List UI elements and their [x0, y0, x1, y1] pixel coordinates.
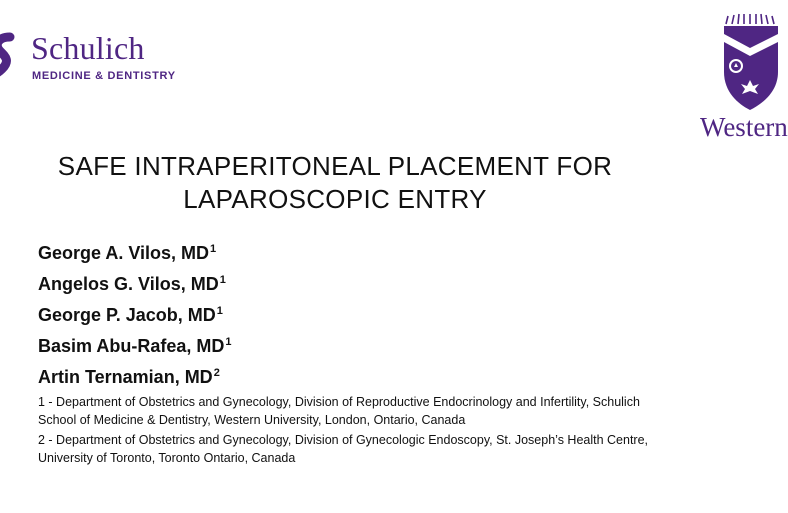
title-line-1: SAFE INTRAPERITONEAL PLACEMENT FOR: [57, 151, 613, 181]
author-affiliation-marker: 1: [225, 336, 232, 348]
author-name: Angelos G. Vilos, MD: [38, 274, 219, 294]
western-crest-icon: [722, 14, 778, 114]
author-item: [38, 298, 232, 329]
slide-title: [20, 150, 650, 216]
author-list: [38, 236, 232, 391]
schulich-logo-icon: [0, 33, 14, 79]
author-affiliation-marker: 1: [216, 305, 223, 317]
author-affiliation-marker: 1: [210, 243, 217, 255]
author-name: Basim Abu-Rafea, MD: [38, 336, 225, 356]
author-item: [38, 236, 232, 267]
affiliation-item: 1 - Department of Obstetrics and Gynecology, Division of Reproductive Endocrinology and Infertility, Schulich School of Medicine & Dentistry, Western University, London, Ontario, Canada: [38, 395, 640, 427]
author-name: Artin Ternamian, MD: [38, 367, 213, 387]
author-item: [38, 360, 232, 391]
affiliation-item: 2 - Department of Obstetrics and Gynecology, Division of Gynecologic Endoscopy, St. Joseph’s Health Centre, University of Toronto, Toronto Ontario, Canada: [38, 433, 649, 465]
western-logo-name: Western: [700, 112, 788, 142]
author-name: George P. Jacob, MD: [38, 305, 216, 325]
author-item: [38, 267, 232, 298]
author-item: [38, 329, 232, 360]
title-line-2: LAPAROSCOPIC ENTRY: [183, 184, 487, 214]
schulich-logo-subtitle: MEDICINE & DENTISTRY: [32, 70, 176, 82]
affiliation-list: [38, 393, 658, 469]
author-name: George A. Vilos, MD: [38, 243, 210, 263]
schulich-logo-name: Schulich: [31, 30, 145, 66]
author-affiliation-marker: 2: [213, 367, 220, 379]
author-affiliation-marker: 1: [219, 274, 226, 286]
